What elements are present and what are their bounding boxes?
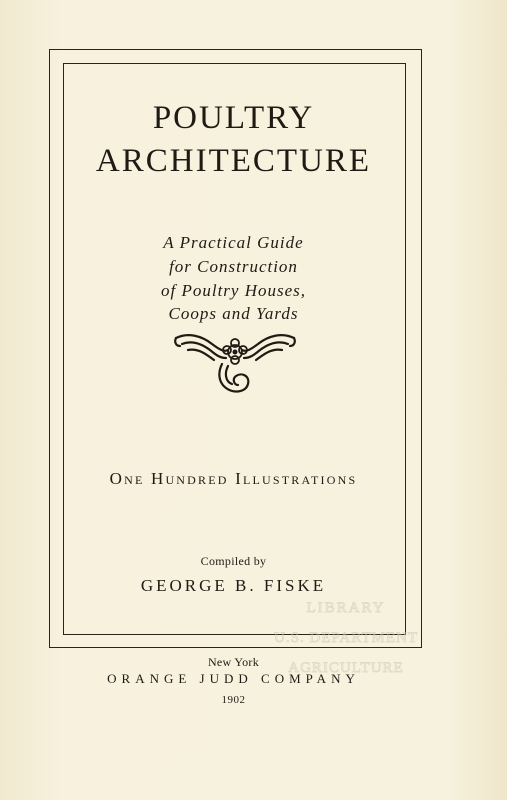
subtitle-line-1: A Practical Guide xyxy=(163,233,304,252)
library-stamp xyxy=(236,590,436,700)
publisher-city: New York xyxy=(207,655,260,669)
title-line-1: POULTRY xyxy=(152,100,315,136)
illustrations-count: One Hundred Illustrations xyxy=(109,469,358,488)
publisher-name: ORANGE JUDD COMPANY xyxy=(107,671,360,686)
compiled-by-label: Compiled by xyxy=(200,554,267,568)
publication-year: 1902 xyxy=(221,694,246,706)
author-name: GEORGE B. FISKE xyxy=(140,576,327,595)
subtitle-line-2: for Construction xyxy=(169,257,298,276)
subtitle-line-3: of Poultry Houses, xyxy=(160,281,307,300)
stamp-line-3: AGRICULTURE xyxy=(288,660,404,676)
subtitle-line-4: Coops and Yards xyxy=(168,304,299,323)
floral-ornament-icon xyxy=(172,330,298,398)
title-line-2: ARCHITECTURE xyxy=(95,143,372,179)
stamp-line-2: U.S. DEPARTMENT xyxy=(274,630,418,646)
stamp-line-1: LIBRARY xyxy=(306,600,386,616)
